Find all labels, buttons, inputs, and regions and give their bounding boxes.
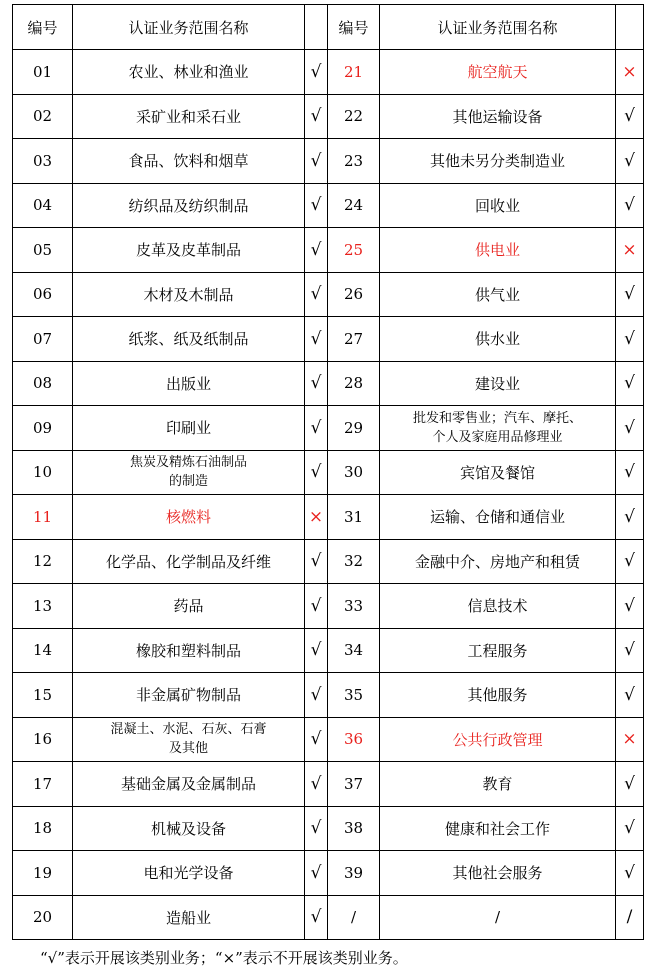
right-name-cell: 宾馆及餐馆: [380, 450, 616, 495]
check-mark: √: [616, 183, 644, 228]
right-code-cell: 26: [328, 272, 380, 317]
left-code-cell: 07: [13, 317, 73, 362]
legend-note: “√”表示开展该类别业务；“×”表示不开展该类别业务。: [40, 949, 408, 967]
scope-table: [12, 4, 644, 940]
right-name-cell: 其他未另分类制造业: [380, 139, 616, 184]
check-mark: √: [616, 406, 644, 451]
left-name-cell: 农业、林业和渔业: [73, 50, 305, 95]
table-row: [13, 717, 644, 762]
check-mark: √: [305, 628, 328, 673]
table-row: [13, 851, 644, 896]
check-mark: √: [616, 139, 644, 184]
right-name-line: 批发和零售业；汽车、摩托、: [412, 410, 582, 426]
table-row: [13, 673, 644, 718]
check-mark: √: [616, 361, 644, 406]
check-mark: √: [305, 406, 328, 451]
check-mark: √: [305, 361, 328, 406]
right-name-cell: 其他服务: [380, 673, 616, 718]
table-row: [13, 539, 644, 584]
check-mark: √: [305, 717, 328, 762]
slash-mark: /: [616, 895, 644, 940]
left-name-cell: 核燃料: [73, 495, 305, 540]
left-name-cell: 橡胶和塑料制品: [73, 628, 305, 673]
left-name-cell: 造船业: [73, 895, 305, 940]
right-code-cell: 30: [328, 450, 380, 495]
check-mark: √: [616, 584, 644, 629]
check-mark: √: [616, 851, 644, 896]
check-mark: √: [616, 806, 644, 851]
header-name-left: 认证业务范围名称: [73, 5, 305, 50]
left-name-line: 及其他: [168, 741, 208, 757]
left-name-cell: 皮革及皮革制品: [73, 228, 305, 273]
right-code-cell: 24: [328, 183, 380, 228]
table-row: [13, 272, 644, 317]
left-code-cell: 20: [13, 895, 73, 940]
check-mark: √: [616, 628, 644, 673]
check-mark: √: [305, 50, 328, 95]
table-row: [13, 94, 644, 139]
right-name-cell: 其他社会服务: [380, 851, 616, 896]
right-name-cell: 供气业: [380, 272, 616, 317]
left-code-cell: 15: [13, 673, 73, 718]
left-code-cell: 16: [13, 717, 73, 762]
right-name-cell: 信息技术: [380, 584, 616, 629]
check-mark: √: [616, 673, 644, 718]
table-row: [13, 183, 644, 228]
left-name-cell: 纺织品及纺织制品: [73, 183, 305, 228]
left-code-cell: 14: [13, 628, 73, 673]
left-code-cell: 13: [13, 584, 73, 629]
right-name-cell: 健康和社会工作: [380, 806, 616, 851]
header-code-right: 编号: [328, 5, 380, 50]
right-name-cell: 工程服务: [380, 628, 616, 673]
left-name-cell: 电和光学设备: [73, 851, 305, 896]
table-row: [13, 495, 644, 540]
check-mark: √: [305, 228, 328, 273]
cross-mark: ×: [616, 50, 644, 95]
check-mark: √: [305, 762, 328, 807]
right-code-cell: 23: [328, 139, 380, 184]
right-code-cell: 39: [328, 851, 380, 896]
check-mark: √: [305, 851, 328, 896]
table-row: [13, 317, 644, 362]
right-code-cell: 35: [328, 673, 380, 718]
table-row: [13, 806, 644, 851]
left-code-cell: 19: [13, 851, 73, 896]
right-name-cell: 金融中介、房地产和租赁: [380, 539, 616, 584]
left-code-cell: 04: [13, 183, 73, 228]
left-code-cell: 11: [13, 495, 73, 540]
right-code-cell: 31: [328, 495, 380, 540]
right-name-cell: 公共行政管理: [380, 717, 616, 762]
left-name-cell: 机械及设备: [73, 806, 305, 851]
right-name-cell: [380, 406, 616, 451]
left-name-cell: 基础金属及金属制品: [73, 762, 305, 807]
header-mark-right: [616, 5, 644, 50]
table-row: [13, 361, 644, 406]
check-mark: √: [616, 94, 644, 139]
right-name-line: 个人及家庭用品修理业: [432, 429, 563, 445]
right-name-cell: 教育: [380, 762, 616, 807]
left-code-cell: 01: [13, 50, 73, 95]
left-code-cell: 12: [13, 539, 73, 584]
check-mark: √: [305, 673, 328, 718]
check-mark: √: [305, 450, 328, 495]
right-name-cell: 运输、仓储和通信业: [380, 495, 616, 540]
check-mark: √: [305, 183, 328, 228]
table-row: [13, 628, 644, 673]
check-mark: √: [616, 539, 644, 584]
table-row: [13, 228, 644, 273]
check-mark: √: [616, 762, 644, 807]
check-mark: √: [305, 584, 328, 629]
left-name-cell: 纸浆、纸及纸制品: [73, 317, 305, 362]
left-code-cell: 08: [13, 361, 73, 406]
check-mark: √: [305, 139, 328, 184]
right-name-cell: 建设业: [380, 361, 616, 406]
right-code-cell: 33: [328, 584, 380, 629]
right-code-cell: 28: [328, 361, 380, 406]
left-name-cell: 出版业: [73, 361, 305, 406]
check-mark: √: [616, 317, 644, 362]
right-name-cell: /: [380, 895, 616, 940]
right-name-cell: 其他运输设备: [380, 94, 616, 139]
check-mark: √: [616, 495, 644, 540]
check-mark: √: [616, 450, 644, 495]
left-name-cell: 非金属矿物制品: [73, 673, 305, 718]
left-code-cell: 18: [13, 806, 73, 851]
check-mark: √: [305, 806, 328, 851]
check-mark: √: [305, 539, 328, 584]
right-code-cell: 22: [328, 94, 380, 139]
table-row: [13, 762, 644, 807]
left-code-cell: 03: [13, 139, 73, 184]
table-row: [13, 450, 644, 495]
right-code-cell: /: [328, 895, 380, 940]
right-code-cell: 25: [328, 228, 380, 273]
right-code-cell: 36: [328, 717, 380, 762]
header-row: [13, 5, 644, 50]
right-name-cell: 供水业: [380, 317, 616, 362]
left-code-cell: 09: [13, 406, 73, 451]
check-mark: √: [305, 94, 328, 139]
table-row: [13, 406, 644, 451]
check-mark: √: [305, 272, 328, 317]
left-name-cell: 化学品、化学制品及纤维: [73, 539, 305, 584]
left-name-cell: 采矿业和采石业: [73, 94, 305, 139]
check-mark: √: [616, 272, 644, 317]
right-code-cell: 29: [328, 406, 380, 451]
table-row: [13, 139, 644, 184]
right-name-cell: 回收业: [380, 183, 616, 228]
left-name-line: 的制造: [168, 474, 208, 490]
left-code-cell: 05: [13, 228, 73, 273]
right-code-cell: 34: [328, 628, 380, 673]
table-row: [13, 584, 644, 629]
left-name-cell: [73, 717, 305, 762]
left-name-cell: 木材及木制品: [73, 272, 305, 317]
right-code-cell: 38: [328, 806, 380, 851]
right-name-cell: 航空航天: [380, 50, 616, 95]
right-name-cell: 供电业: [380, 228, 616, 273]
left-code-cell: 06: [13, 272, 73, 317]
header-mark-left: [305, 5, 328, 50]
left-name-cell: 食品、饮料和烟草: [73, 139, 305, 184]
left-name-line: 焦炭及精炼石油制品: [129, 455, 247, 471]
left-code-cell: 10: [13, 450, 73, 495]
left-code-cell: 02: [13, 94, 73, 139]
header-name-right: 认证业务范围名称: [380, 5, 616, 50]
check-mark: √: [305, 317, 328, 362]
table-row: [13, 50, 644, 95]
right-code-cell: 21: [328, 50, 380, 95]
right-code-cell: 32: [328, 539, 380, 584]
left-name-line: 混凝土、水泥、石灰、石膏: [110, 722, 267, 738]
cross-mark: ×: [616, 228, 644, 273]
right-code-cell: 37: [328, 762, 380, 807]
cross-mark: ×: [305, 495, 328, 540]
left-name-cell: 药品: [73, 584, 305, 629]
check-mark: √: [305, 895, 328, 940]
cross-mark: ×: [616, 717, 644, 762]
right-code-cell: 27: [328, 317, 380, 362]
left-name-cell: 印刷业: [73, 406, 305, 451]
left-name-cell: [73, 450, 305, 495]
left-code-cell: 17: [13, 762, 73, 807]
table-row: [13, 895, 644, 940]
header-code-left: 编号: [13, 5, 73, 50]
